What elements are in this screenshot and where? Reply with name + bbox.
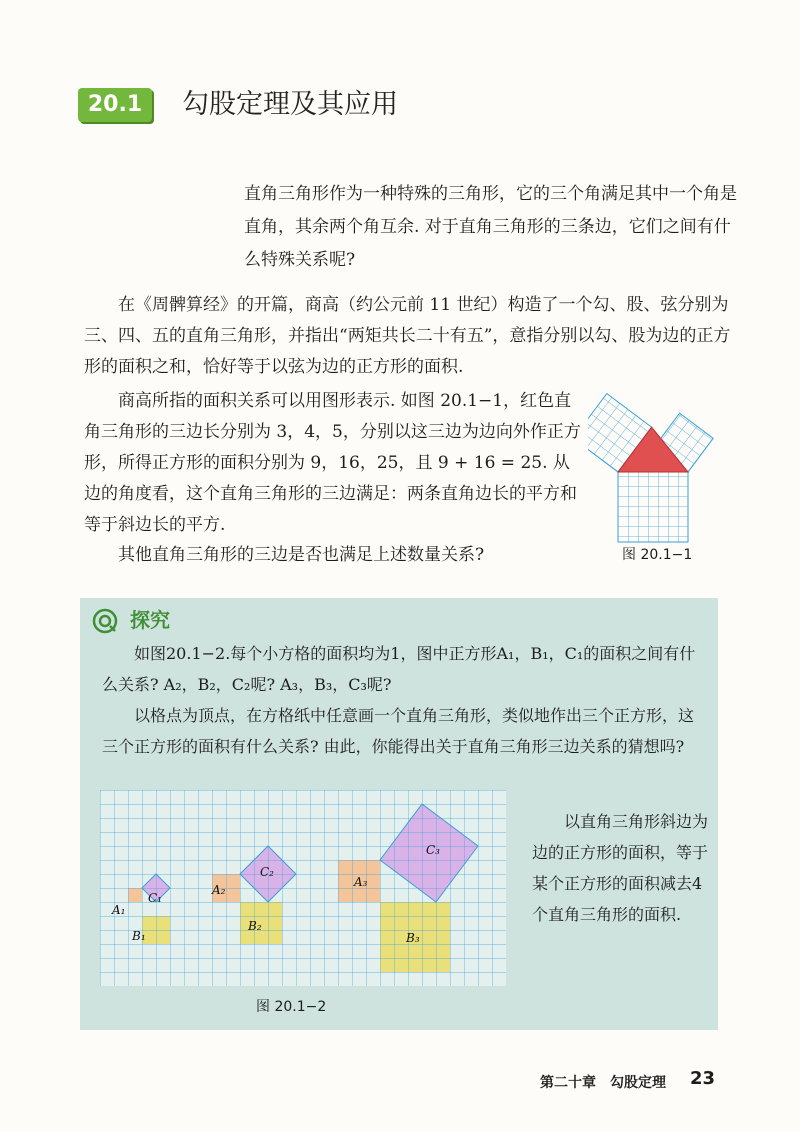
hypotenuse-square: [618, 472, 688, 542]
label-b1: B₁: [132, 929, 146, 943]
explore-title: 探究: [130, 608, 170, 632]
figure-20-1-2: [100, 790, 506, 990]
footer-chapter: 第二十章 勾股定理: [540, 1075, 666, 1091]
label-c1: C₁: [148, 891, 162, 905]
figure-20-1-2-caption: 图 20.1−2: [256, 999, 327, 1015]
label-c3: C₃: [426, 843, 440, 857]
label-b3: B₃: [406, 931, 420, 945]
label-a2: A₂: [212, 883, 226, 897]
paragraph-area-relation: 商高所指的面积关系可以用图形表示. 如图 20.1−1，红色直角三角形的三边长分别为 3，4，5，分别以这三边为边向外作正方形，所得正方形的面积分别为 9，16，25，且 9 + 16 = 25. 从边的角度看，这个直角三角形的三边满足：两条直角边长的平方和等于斜边长的平方.: [84, 391, 581, 535]
figure-20-1-1: [588, 376, 744, 546]
label-c2: C₂: [260, 865, 274, 879]
label-a1: A₁: [112, 903, 126, 917]
paragraph-question: 其他直角三角形的三边是否也满足上述数量关系?: [118, 545, 485, 565]
explore-section: [80, 598, 718, 1030]
explore-paragraph-2: 以格点为顶点，在方格纸中任意画一个直角三角形，类似地作出三个正方形，这三个正方形的面积有什么关系? 由此，你能得出关于直角三角形三边关系的猜想吗?: [102, 706, 695, 756]
explore-paragraph-1: 如图20.1−2.每个小方格的面积均为1，图中正方形A₁，B₁，C₁的面积之间有什么关系? A₂，B₂，C₂呢? A₃，B₃，C₃呢?: [102, 644, 696, 694]
label-a3: A₃: [354, 875, 368, 889]
figure-20-1-1-caption: 图 20.1−1: [622, 547, 693, 563]
section-title: 勾股定理及其应用: [182, 89, 398, 120]
section-number-badge: 20.1: [78, 88, 152, 122]
intro-paragraph: 直角三角形作为一种特殊的三角形，它的三个角满足其中一个角是直角，其余两个角互余. 对于直角三角形的三条边，它们之间有什么特殊关系呢?: [244, 184, 737, 270]
label-b2: B₂: [248, 919, 262, 933]
page-number: 23: [690, 1068, 716, 1089]
explore-hint: 以直角三角形斜边为边的正方形的面积，等于某个正方形的面积减去4个直角三角形的面积.: [532, 812, 709, 924]
paragraph-zhoubi: 在《周髀算经》的开篇，商高（约公元前 11 世纪）构造了一个勾、股、弦分别为三、四、五的直角三角形，并指出“两矩共长二十有五”，意指分别以勾、股为边的正方形的面积之和，恰好等于以弦为边的正方形的面积.: [84, 295, 731, 377]
explore-icon: [92, 608, 118, 634]
